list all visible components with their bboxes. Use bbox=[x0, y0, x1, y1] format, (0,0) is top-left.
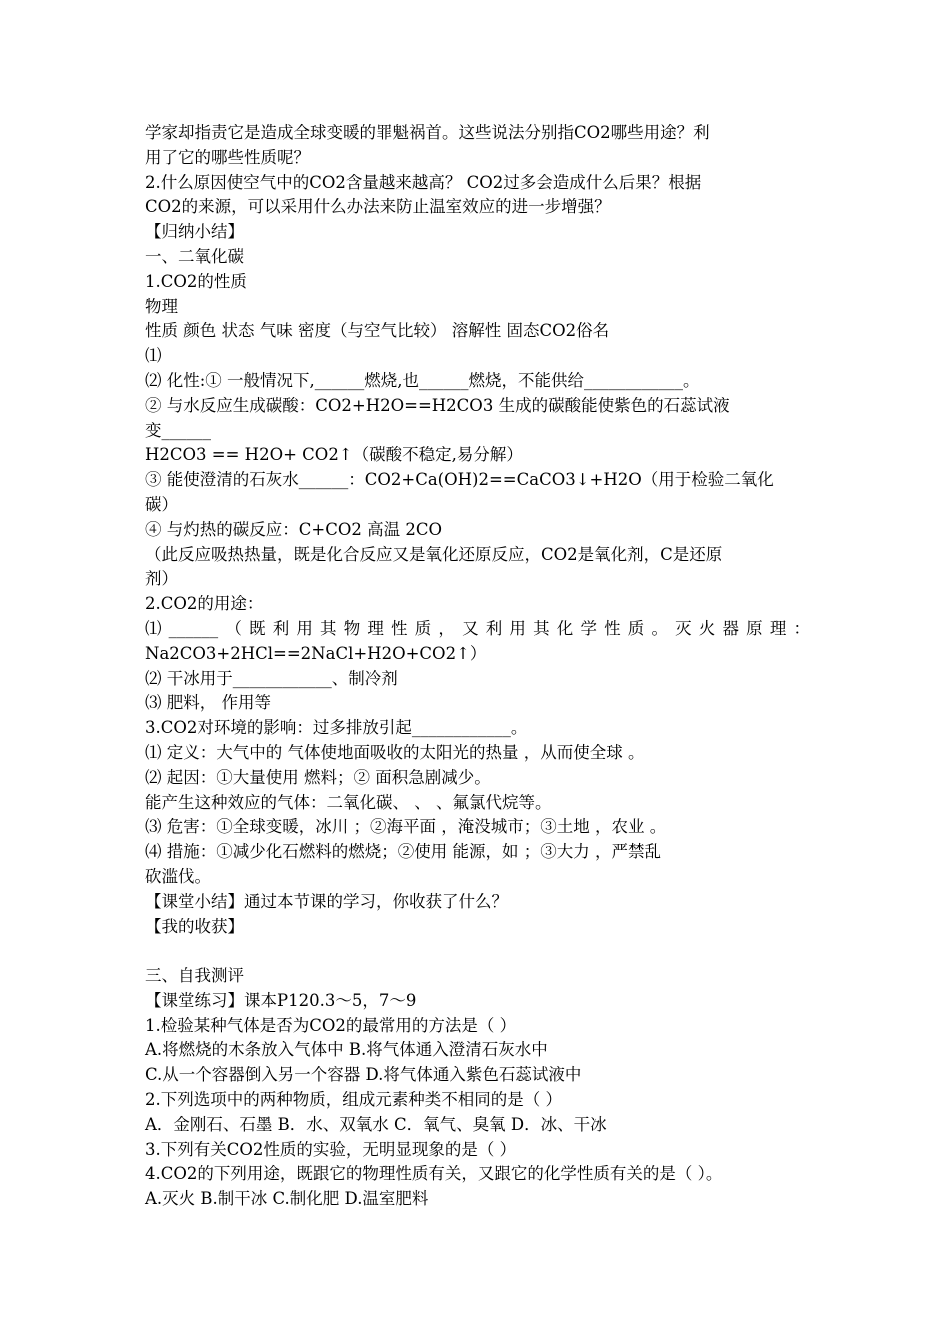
section-heading-class-summary: 【课堂小结】通过本节课的学习，你收获了什么？ bbox=[145, 891, 508, 911]
text-line: ⑵ 干冰用于____________、制冷剂 bbox=[145, 668, 398, 688]
question-2: 2.下列选项中的两种物质，组成元素种类不相同的是（ ） bbox=[145, 1090, 562, 1110]
text-line: 剂） bbox=[145, 569, 178, 589]
document-page bbox=[145, 121, 810, 1212]
text-line: ⑶ 肥料， 作用等 bbox=[145, 693, 271, 713]
subheading-environment: 3.CO2对环境的影响：过多排放引起____________。 bbox=[145, 718, 528, 738]
section-heading-summary: 【归纳小结】 bbox=[145, 222, 244, 242]
text-line: 用了它的哪些性质呢？ bbox=[145, 147, 310, 167]
text-line: ⑷ 措施：①减少化石燃料的燃烧；②使用 能源，如 ；③大力 ，严禁乱 bbox=[145, 842, 661, 862]
question-2-options: A．金刚石、石墨 B．水、双氧水 C．氧气、臭氧 D．冰、干冰 bbox=[145, 1114, 607, 1134]
text-line: Na2CO3+2HCl==2NaCl+H2O+CO2↑） bbox=[145, 643, 487, 663]
section-heading-self-test: 三、自我测评 bbox=[145, 966, 244, 986]
text-line: H2CO3 == H2O+ CO2↑（碳酸不稳定,易分解） bbox=[145, 445, 523, 465]
text-line: 变______ bbox=[145, 420, 211, 440]
text-line: ⑵ 化性:① 一般情况下,______燃烧,也______燃烧，不能供给____________。 bbox=[145, 370, 700, 390]
section-heading-class-exercise: 【课堂练习】课本P120.3～5，7～9 bbox=[145, 990, 417, 1010]
text-line: （此反应吸热热量，既是化合反应又是氧化还原反应，CO2是氧化剂，C是还原 bbox=[145, 544, 723, 564]
question-4-options: A.灭火 B.制干冰 C.制化肥 D.温室肥料 bbox=[145, 1189, 429, 1209]
text-line: 碳） bbox=[145, 494, 178, 514]
text-line: 能产生这种效应的气体：二氧化碳、 、 、氟氯代烷等。 bbox=[145, 792, 552, 812]
text-line: ⑴ bbox=[145, 346, 162, 366]
section-heading-my-gains: 【我的收获】 bbox=[145, 916, 244, 936]
text-line: ④ 与灼热的碳反应：C+CO2 高温 2CO bbox=[145, 519, 442, 539]
blank-line bbox=[145, 939, 810, 964]
question-1: 1.检验某种气体是否为CO2的最常用的方法是（ ） bbox=[145, 1015, 517, 1035]
text-line: ⑵ 起因：①大量使用 燃料；② 面积急剧减少。 bbox=[145, 767, 491, 787]
text-line: 物理 bbox=[145, 296, 178, 316]
text-line: 学家却指责它是造成全球变暖的罪魁祸首。这些说法分别指CO2哪些用途？利 bbox=[145, 123, 710, 142]
text-line: 性质 颜色 状态 气味 密度（与空气比较） 溶解性 固态CO2俗名 bbox=[145, 321, 610, 341]
question-1-options-cd: C.从一个容器倒入另一个容器 D.将气体通入紫色石蕊试液中 bbox=[145, 1065, 582, 1085]
question-4: 4.CO2的下列用途，既跟它的物理性质有关，又跟它的化学性质有关的是（ ）。 bbox=[145, 1164, 723, 1184]
text-line: ② 与水反应生成碳酸：CO2+H2O==H2CO3 生成的碳酸能使紫色的石蕊试液 bbox=[145, 395, 730, 415]
text-line: 砍滥伐。 bbox=[145, 866, 211, 886]
subheading-properties: 1.CO2的性质 bbox=[145, 271, 247, 291]
text-line: 2.什么原因使空气中的CO2含量越来越高？ CO2过多会造成什么后果？根据 bbox=[145, 172, 702, 192]
subheading-uses: 2.CO2的用途： bbox=[145, 594, 264, 614]
text-line: ⑶ 危害：①全球变暖，冰川 ；②海平面 ，淹没城市；③土地 ，农业 。 bbox=[145, 817, 667, 837]
section-heading-co2: 一、二氧化碳 bbox=[145, 246, 244, 266]
text-line: ③ 能使澄清的石灰水______：CO2+Ca(OH)2==CaCO3↓+H2O（用于检验二氧化 bbox=[145, 470, 774, 490]
question-3: 3.下列有关CO2性质的实验，无明显现象的是（ ） bbox=[145, 1139, 517, 1159]
text-line: ⑴ 定义：大气中的 气体使地面吸收的太阳光的热量 ，从而使全球 。 bbox=[145, 742, 645, 762]
text-line: CO2的来源，可以采用什么办法来防止温室效应的进一步增强？ bbox=[145, 197, 611, 217]
question-1-options-ab: A.将燃烧的木条放入气体中 B.将气体通入澄清石灰水中 bbox=[145, 1040, 548, 1060]
text-line: ⑴______（既利用其物理性质，又利用其化学性质。灭火器原理： bbox=[145, 618, 810, 638]
